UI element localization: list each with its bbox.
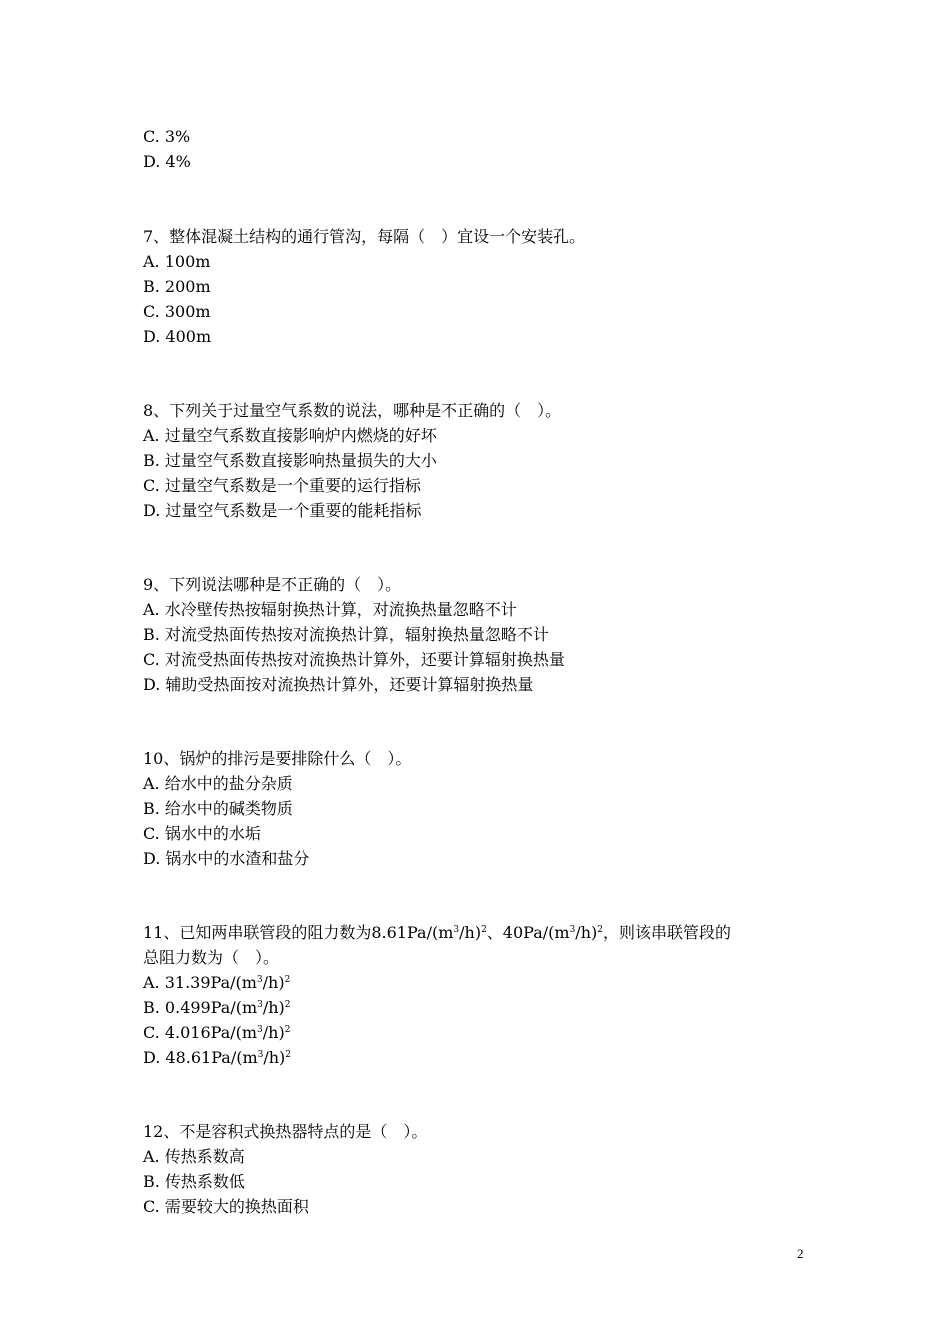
option-c: C. 需要较大的换热面积	[143, 1197, 309, 1216]
question-stem: 12、不是容积式换热器特点的是（ ）。	[143, 1122, 428, 1141]
option-c: C. 300m	[143, 302, 211, 321]
option-c: C. 3%	[143, 127, 191, 146]
option-b: B. 对流受热面传热按对流换热计算，辐射换热量忽略不计	[143, 625, 549, 644]
page-number: 2	[797, 1246, 804, 1261]
option-d: D. 过量空气系数是一个重要的能耗指标	[143, 501, 422, 520]
question-11	[143, 920, 813, 1070]
option-d: D. 400m	[143, 327, 212, 346]
option-b: B. $0.499Pa/(m^3/h)^2$	[143, 998, 291, 1017]
option-a: A. 给水中的盐分杂质	[143, 774, 293, 793]
option-a: A. 传热系数高	[143, 1147, 245, 1166]
option-c: C. $4.016Pa/(m^3/h)^2$	[143, 1023, 291, 1042]
option-c: C. 对流受热面传热按对流换热计算外，还要计算辐射换热量	[143, 650, 565, 669]
option-c: C. 锅水中的水垢	[143, 824, 261, 843]
question-stem: 8、下列关于过量空气系数的说法，哪种是不正确的（ ）。	[143, 401, 562, 420]
option-b: B. 传热系数低	[143, 1172, 245, 1191]
question-list	[143, 124, 813, 1219]
option-b: B. 200m	[143, 277, 211, 296]
question-9	[143, 572, 813, 697]
question-stem: 7、整体混凝土结构的通行管沟，每隔（ ）宜设一个安装孔。	[143, 227, 586, 246]
option-a: A. 过量空气系数直接影响炉内燃烧的好坏	[143, 426, 437, 445]
question-stem: 9、下列说法哪种是不正确的（ ）。	[143, 575, 402, 594]
question-stem: 10、锅炉的排污是要排除什么（ ）。	[143, 749, 412, 768]
option-d: D. $48.61Pa/(m^3/h)^2$	[143, 1048, 292, 1067]
question-10	[143, 746, 813, 871]
option-a: A. 水冷壁传热按辐射换热计算，对流换热量忽略不计	[143, 600, 517, 619]
option-d: D. 辅助受热面按对流换热计算外，还要计算辐射换热量	[143, 675, 534, 694]
question-6-continued	[143, 124, 813, 174]
option-a: A. $31.39Pa/(m^3/h)^2$	[143, 973, 291, 992]
question-8	[143, 398, 813, 523]
option-d: D. 4%	[143, 152, 191, 171]
question-7	[143, 224, 813, 349]
option-a: A. 100m	[143, 252, 211, 271]
question-stem-line-2: 总阻力数为（ ）。	[143, 948, 280, 967]
option-b: B. 给水中的碱类物质	[143, 799, 293, 818]
option-d: D. 锅水中的水渣和盐分	[143, 849, 310, 868]
question-stem-line-1: 11、已知两串联管段的阻力数为$8.61Pa/(m^3/h)^2$、$40Pa/(m^3/h)^2$，则该串联管段的	[143, 923, 731, 942]
option-c: C. 过量空气系数是一个重要的运行指标	[143, 476, 421, 495]
option-b: B. 过量空气系数直接影响热量损失的大小	[143, 451, 437, 470]
question-12	[143, 1119, 813, 1219]
